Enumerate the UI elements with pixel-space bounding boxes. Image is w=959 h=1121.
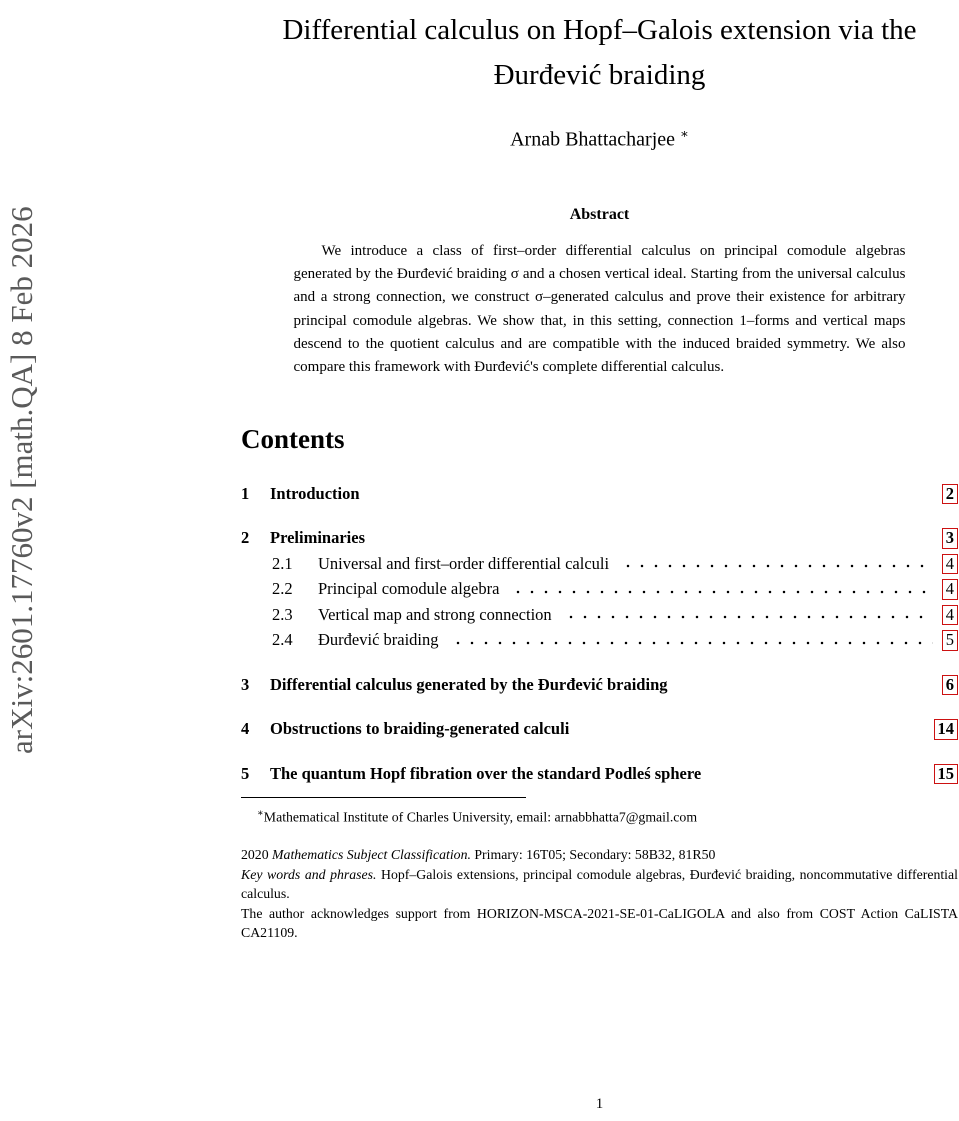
toc-page-link[interactable]: 14 — [934, 719, 959, 739]
toc-entry — [241, 675, 958, 695]
toc-page-link[interactable]: 4 — [942, 579, 958, 599]
toc-dot-leader — [449, 630, 933, 650]
footnote-affiliation — [241, 807, 958, 827]
toc-page-link[interactable]: 15 — [934, 764, 959, 784]
toc-entry — [241, 764, 958, 784]
author-line — [241, 126, 958, 152]
toc-page-link[interactable]: 2 — [942, 484, 958, 504]
acknowledgement-line — [241, 904, 958, 943]
arxiv-watermark: arXiv:2601.17760v2 [math.QA] 8 Feb 2026 — [4, 206, 39, 754]
msc-codes: Primary: 16T05; Secondary: 58B32, 81R50 — [470, 847, 716, 862]
page-number: 1 — [595, 1096, 604, 1112]
author-footnote-mark: ∗ — [680, 125, 689, 141]
author-name: Arnab Bhattacharjee — [510, 128, 676, 151]
toc-dot-leader — [509, 579, 932, 599]
toc-entry — [241, 630, 958, 650]
toc-entry-number: 2.1 — [272, 553, 293, 573]
paper-page — [241, 0, 958, 1121]
abstract-section — [241, 206, 958, 380]
keywords-label: Key words and phrases. — [241, 866, 377, 882]
acknowledgement-text: The author acknowledges support from HORIZON-MSCA-2021-SE-01-CaLIGOLA and also from COST Action CaLISTA CA21109. — [241, 905, 958, 941]
toc-entry — [241, 484, 958, 504]
frontmatter-block — [241, 845, 958, 943]
toc-entry-title: Đurđević braiding — [318, 630, 439, 650]
toc-entry-title: Introduction — [270, 483, 360, 503]
footnote-mark: ∗ — [257, 808, 264, 820]
toc-entry-title: Preliminaries — [270, 528, 366, 548]
contents-heading: Contents — [241, 423, 345, 454]
toc-entry-number: 2.2 — [272, 579, 293, 599]
toc-page-link[interactable]: 6 — [942, 675, 958, 695]
toc-page-link[interactable]: 3 — [942, 528, 958, 548]
toc-entry — [241, 579, 958, 599]
toc-spacer — [678, 675, 933, 695]
toc-dot-leader — [619, 554, 933, 574]
msc-year: 2020 — [241, 847, 273, 862]
toc-entry-number: 2.3 — [272, 604, 293, 624]
abstract-heading: Abstract — [569, 205, 630, 223]
toc-spacer — [370, 484, 933, 504]
toc-entry-number: 4 — [241, 719, 250, 739]
toc-entry-number: 3 — [241, 674, 250, 694]
toc-page-link[interactable]: 4 — [942, 605, 958, 625]
abstract-text: We introduce a class of first–order differential calculus on principal comodule algebras generated by the Đurđević braiding σ and a chosen vertical ideal. Starting from the universal calculus and a strong connection, we construct σ–generated calculus and prove their existence for arbitrary principal comodule algebras. We show that, in this setting, connection 1–forms and vertical maps descend to the quotient calculus and are compatible with the induced braided symmetry. We also compare this framework with Đurđević's complete differential calculus. — [293, 242, 906, 376]
toc-entry-number: 5 — [241, 763, 250, 783]
toc-dot-leader — [562, 605, 933, 625]
footnote-rule — [241, 797, 526, 798]
footnotes-block — [241, 807, 958, 827]
toc-spacer — [375, 528, 933, 548]
toc-entry-title: Universal and first–order differential calculi — [318, 553, 610, 573]
keywords-text: Hopf–Galois extensions, principal comodule algebras, Đurđević braiding, noncommutative differential calculus. — [241, 866, 958, 902]
toc-entry — [241, 554, 958, 574]
toc-entry — [241, 528, 958, 548]
toc-spacer — [711, 764, 924, 784]
toc-entry-title: Vertical map and strong connection — [318, 604, 552, 624]
toc-entry-number: 2 — [241, 528, 250, 548]
toc-spacer — [579, 719, 924, 739]
toc-entry-title: The quantum Hopf fibration over the standard Podleś sphere — [270, 763, 702, 783]
msc-line — [241, 845, 958, 865]
footnote-text: Mathematical Institute of Charles University, email: arnabbhatta7@gmail.com — [263, 809, 698, 825]
msc-label: Mathematics Subject Classification. — [272, 847, 471, 862]
keywords-line — [241, 865, 958, 904]
toc-page-link[interactable]: 5 — [942, 630, 958, 650]
table-of-contents — [241, 484, 958, 784]
toc-entry-title: Obstructions to braiding-generated calculi — [270, 719, 570, 739]
paper-title: Differential calculus on Hopf–Galois extension via the Đurđević braiding — [282, 14, 917, 91]
toc-page-link[interactable]: 4 — [942, 554, 958, 574]
toc-entry — [241, 719, 958, 739]
toc-entry-title: Principal comodule algebra — [318, 579, 500, 599]
toc-entry-number: 2.4 — [272, 630, 293, 650]
toc-entry — [241, 605, 958, 625]
toc-entry-number: 1 — [241, 483, 250, 503]
toc-entry-title: Differential calculus generated by the Đurđević braiding — [270, 674, 668, 694]
